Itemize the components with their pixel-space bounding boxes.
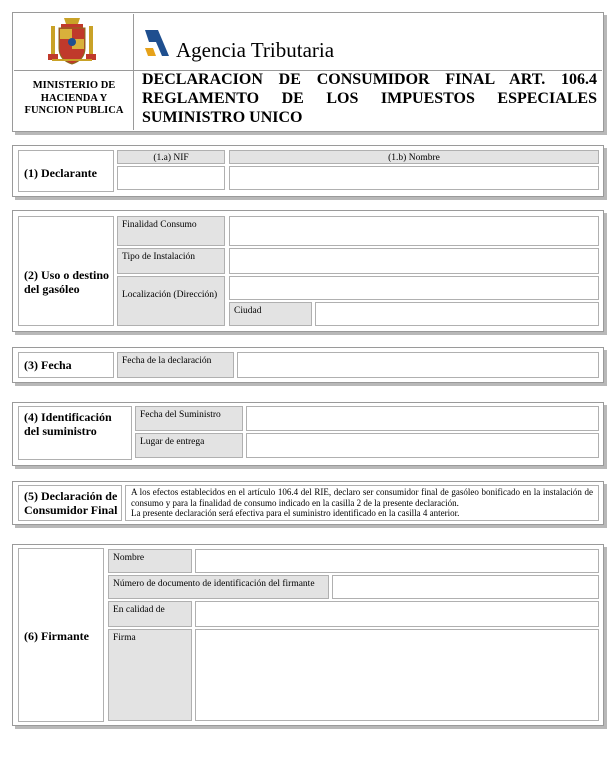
finalidad-label: Finalidad Consumo bbox=[117, 216, 225, 246]
firmante-nombre-label: Nombre bbox=[108, 549, 192, 573]
ciudad-label: Ciudad bbox=[229, 302, 312, 326]
coat-of-arms-icon bbox=[44, 14, 100, 68]
section-6-title: (6) Firmante bbox=[24, 629, 89, 643]
firma-label: Firma bbox=[108, 629, 192, 721]
nombre-field[interactable] bbox=[229, 166, 599, 190]
fecha-suministro-field[interactable] bbox=[246, 406, 599, 431]
localizacion-label bbox=[117, 276, 225, 326]
documento-field[interactable] bbox=[332, 575, 599, 599]
declaration-text-2: La presente declaración será efectiva para el suministro identificado en la casilla 4 anterior. bbox=[131, 508, 460, 518]
title-line-3: SUMINISTRO UNICO bbox=[142, 109, 303, 126]
title-line-2: REGLAMENTO DE LOS IMPUESTOS ESPECIALES bbox=[142, 90, 597, 107]
title-line-1: DECLARACION DE CONSUMIDOR FINAL ART. 106.4 bbox=[142, 71, 597, 88]
section-3-title: (3) Fecha bbox=[24, 358, 72, 372]
header-divider-v bbox=[133, 14, 134, 130]
section-1-title: (1) Declarante bbox=[24, 166, 97, 180]
calidad-field[interactable] bbox=[195, 601, 599, 627]
form-title bbox=[142, 70, 597, 127]
nif-label: (1.a) NIF bbox=[117, 150, 225, 164]
section-5-title: (5) Declaración de Consumidor Final bbox=[24, 489, 118, 517]
declaration-text-1: A los efectos establecidos en el artículo 106.4 del RIE, declaro ser consumidor final de gasóleo bonificado en la instalación de consumo y para la finalidad de consumo indicado en la casilla 2 de la presente declaración. bbox=[131, 487, 593, 508]
ciudad-field[interactable] bbox=[315, 302, 599, 326]
lugar-entrega-field[interactable] bbox=[246, 433, 599, 458]
agency-name: Agencia Tributaria bbox=[176, 38, 335, 62]
section-4-title: (4) Identificación del suministro bbox=[24, 410, 112, 438]
section-2-title: (2) Uso o destino del gasóleo bbox=[24, 268, 110, 296]
ministry-name: MINISTERIO DE HACIENDA Y FUNCION PUBLICA bbox=[24, 80, 124, 116]
fecha-suministro-label: Fecha del Suministro bbox=[135, 406, 243, 431]
nombre-label: (1.b) Nombre bbox=[229, 150, 599, 164]
localizacion-label-text: Localización (Dirección) bbox=[122, 290, 218, 300]
fecha-declaracion-field[interactable] bbox=[237, 352, 599, 378]
nif-field[interactable] bbox=[117, 166, 225, 190]
finalidad-field[interactable] bbox=[229, 216, 599, 246]
calidad-label: En calidad de bbox=[108, 601, 192, 627]
documento-label: Número de documento de identificación del firmante bbox=[108, 575, 329, 599]
firmante-nombre-field[interactable] bbox=[195, 549, 599, 573]
localizacion-field[interactable] bbox=[229, 276, 599, 300]
tipo-instalacion-field[interactable] bbox=[229, 248, 599, 274]
firma-field[interactable] bbox=[195, 629, 599, 721]
agencia-tributaria-logo-icon bbox=[143, 28, 173, 58]
lugar-entrega-label: Lugar de entrega bbox=[135, 433, 243, 458]
fecha-declaracion-label: Fecha de la declaración bbox=[117, 352, 234, 378]
declaration-text-box bbox=[125, 485, 599, 521]
tipo-instalacion-label: Tipo de Instalación bbox=[117, 248, 225, 274]
